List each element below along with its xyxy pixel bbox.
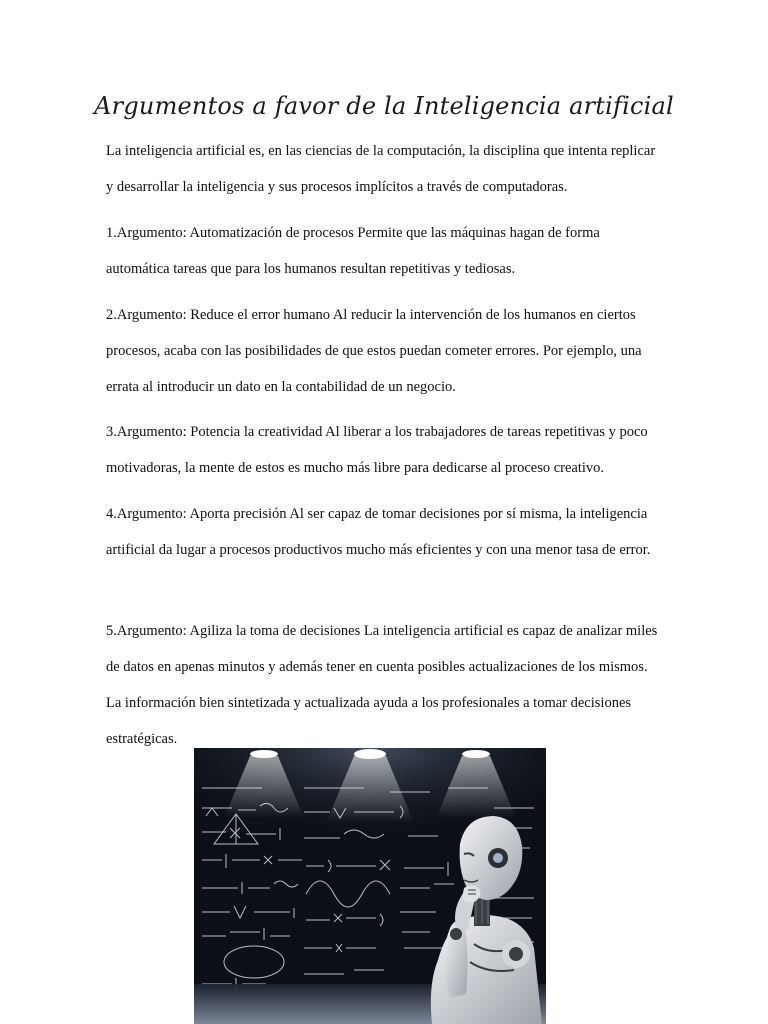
robot-chalkboard-image: [194, 748, 546, 1024]
paragraph-text: 4.Argumento: Aporta precisión Al ser capaz de tomar decisiones por sí misma, la inteligencia artificial da lugar a procesos productivos mucho más eficientes y con una menor tasa de error.: [106, 506, 651, 558]
paragraph-text: 2.Argumento: Reduce el error humano Al reducir la intervención de los humanos en ciertos procesos, acaba con las posibilidades de que estos puedan cometer errores. Por ejemplo, una errata al introducir un dato en la contabilidad de un negocio.: [106, 307, 642, 395]
argument-5-paragraph: [106, 613, 666, 757]
paragraph-text: 3.Argumento: Potencia la creatividad Al liberar a los trabajadores de tareas repetitivas y poco motivadoras, la mente de estos es mucho más libre para dedicarse al proceso creativo.: [106, 424, 648, 476]
document-title: Argumentos a favor de la Inteligencia artificial: [94, 92, 674, 120]
argument-2-paragraph: [106, 297, 666, 405]
ai-robot-illustration: [194, 748, 546, 1024]
paragraph-text: 5.Argumento: Agiliza la toma de decisiones La inteligencia artificial es capaz de analizar miles de datos en apenas minutos y además tener en cuenta posibles actualizaciones de los mismos. La información bien sintetizada y actualizada ayuda a los profesionales a tomar decisiones estratégicas.: [106, 623, 658, 747]
intro-paragraph: [106, 133, 666, 205]
argument-1-paragraph: [106, 215, 666, 287]
argument-4-paragraph: [106, 496, 666, 568]
paragraph-text: La inteligencia artificial es, en las ciencias de la computación, la disciplina que intenta replicar y desarrollar la inteligencia y sus procesos implícitos a través de computadoras.: [106, 143, 656, 195]
argument-3-paragraph: [106, 414, 666, 486]
paragraph-text: 1.Argumento: Automatización de procesos Permite que las máquinas hagan de forma automática tareas que para los humanos resultan repetitivas y tediosas.: [106, 225, 600, 277]
